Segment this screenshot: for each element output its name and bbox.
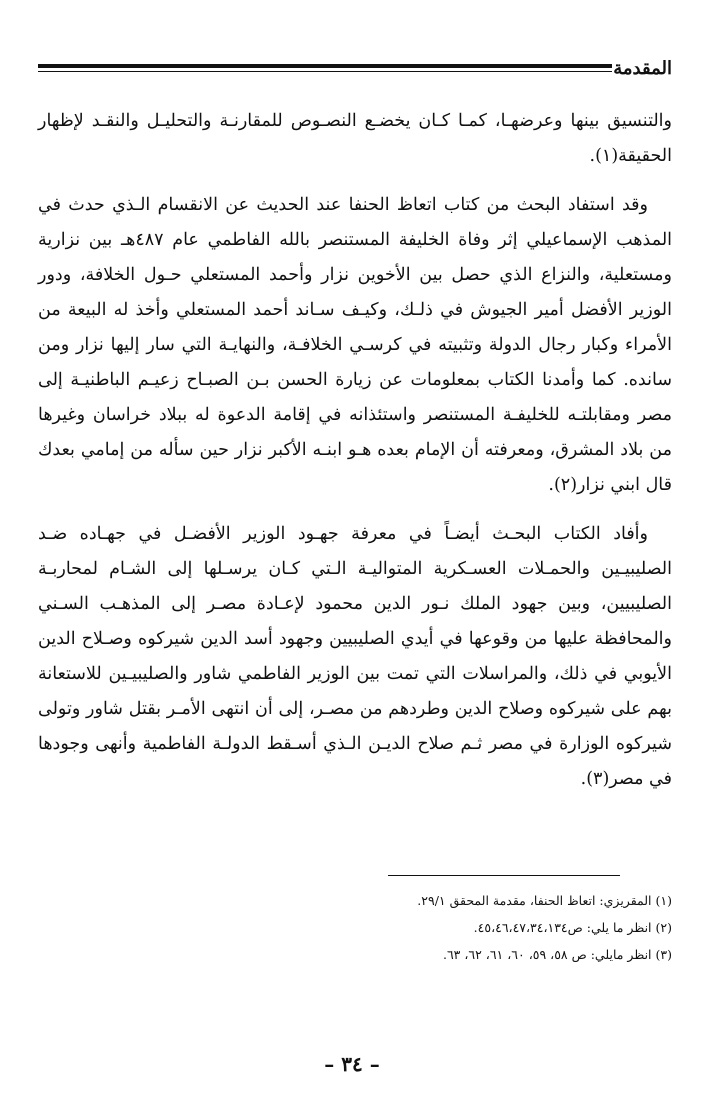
footnote: (٢) انظر ما يلي: ص٤٥،٤٦،٤٧،٣٤،١٣٤.	[473, 920, 672, 935]
header-rule-thin	[38, 71, 612, 72]
page-number: – ٣٤ –	[324, 1052, 380, 1076]
header-rule-thick	[38, 64, 612, 68]
main-text	[38, 104, 672, 811]
paragraph: والتنسيق بينها وعرضهـا، كمـا كـان يخضـع النصـوص للمقارنـة والتحليـل والنقـد لإظهار الحقيقة(١).	[38, 111, 672, 166]
paragraph: وقد استفاد البحث من كتاب اتعاظ الحنفا عند الحديث عن الانقسام الـذي حدث في المذهب الإسماعيلي إثر وفاة الخليفة المستنصر بالله الفاطمي عام ٤٨٧هـ بين نزارية ومستعلية، والنزاع الذي حصل بين الأخوين نزار وأحمد المستعلي حـول الخلافة، ودور الوزير الأفضل أمير الجيوش في ذلـك، وكيـف سـاند أحمد المستعلي وأخذ له البيعة من الأمراء وكبار رجال الدولة وتثبيته في كرسـي الخلافـة، والنهايـة التي سار إليها نزار ومن سانده. كما وأمدنا الكتاب بمعلومات عن زيارة الحسن بـن الصبـاح زعيـم الباطنيـة إلى مصر ومقابلتـه للخليفـة المستنصر واستئذانه في إقامة الدعوة له ببلاد خراسان وغيرها من بلاد المشرق، ومعرفته أن الإمام بعده هـو ابنـه الأكبر نزار حين سأله من إمامي بعدك قال ابني نزار(٢).	[38, 195, 673, 495]
footnote: (١) المقريزي: اتعاظ الحنفا، مقدمة المحقق ٢٩/١.	[417, 893, 672, 908]
running-title: المقدمة	[613, 58, 672, 79]
footnotes	[38, 887, 672, 968]
footnote: (٣) انظر مايلي: ص ٥٨، ٥٩، ٦٠، ٦١، ٦٢، ٦٣.	[442, 947, 672, 962]
paragraph: وأفاد الكتاب البحـث أيضـاً في معرفة جهـود الوزير الأفضـل في جهـاده ضـد الصليبيـين والحمـلات العسـكرية المتواليـة الـتي كـان يرسـلها إلى الشـام لمحاربـة الصليبيين، وبين جهود الملك نـور الدين محمود لإعـادة مصـر إلى المذهـب السـني والمحافظة عليها من وقوعها في أيدي الصليبيين وجهود أسد الدين شيركوه وصـلاح الدين الأيوبي في ذلك، والمراسلات التي تمت بين الوزير الفاطمي شاور والصليبيـين للاستعانة بهم على شيركوه وصلاح الدين وطردهم من مصـر، إلى أن انتهى الأمـر بقتل شاور وتولى شيركوه الوزارة في مصر ثـم صلاح الديـن الـذي أسـقط الدولـة الفاطمية وأنهى وجودها في مصر(٣).	[38, 524, 672, 789]
footnote-separator	[388, 875, 620, 876]
page-header	[38, 56, 672, 86]
